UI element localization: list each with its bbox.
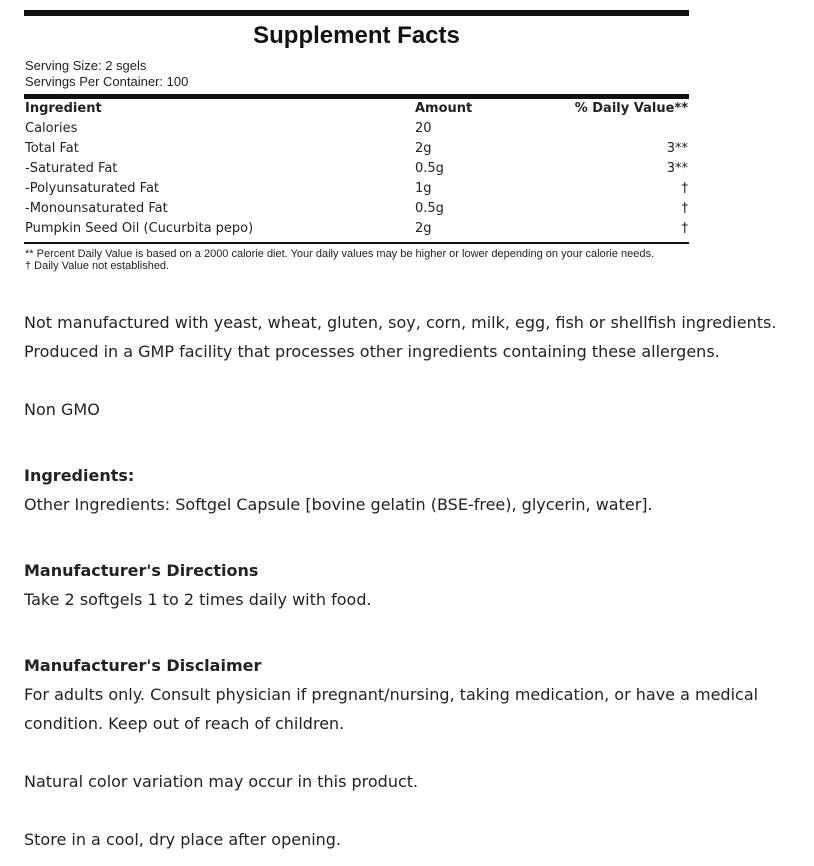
header-daily-value: % Daily Value** [574, 101, 688, 116]
row-amount: 20 [415, 121, 432, 136]
product-description [24, 308, 804, 854]
table-row [24, 159, 689, 179]
row-ingredient: -Monounsaturated Fat [25, 201, 168, 216]
row-daily-value: † [681, 181, 688, 196]
row-ingredient: -Saturated Fat [25, 161, 118, 176]
serving-size: Serving Size: 2 sgels [25, 58, 147, 73]
row-daily-value: † [681, 201, 688, 216]
footnotes [24, 248, 689, 272]
row-ingredient: Pumpkin Seed Oil (Cucurbita pepo) [25, 221, 254, 236]
row-amount: 2g [415, 221, 432, 236]
row-daily-value: 3** [666, 141, 688, 156]
disclaimer-heading: Manufacturer's Disclaimer [24, 656, 262, 675]
table-row [24, 119, 689, 139]
table-row [24, 219, 689, 239]
allergen-note: Not manufactured with yeast, wheat, gluten, soy, corn, milk, egg, fish or shellfish ingredients. Produced in a GMP facility that processes other ingredients containing these allergens. [24, 313, 777, 361]
footnote-not-established: † Daily Value not established. [25, 260, 170, 272]
row-amount: 0.5g [415, 201, 444, 216]
directions-heading: Manufacturer's Directions [24, 561, 259, 580]
thin-divider [24, 242, 689, 244]
row-ingredient: Total Fat [25, 141, 79, 156]
header-amount: Amount [415, 101, 473, 116]
row-ingredient: -Polyunsaturated Fat [25, 181, 160, 196]
facts-table [24, 99, 689, 239]
table-row [24, 139, 689, 159]
row-amount: 0.5g [415, 161, 444, 176]
table-header-row [24, 99, 689, 119]
row-amount: 2g [415, 141, 432, 156]
footnote-daily-value: ** Percent Daily Value is based on a 2000 calorie diet. Your daily values may be higher or lower depending on your calorie needs. [25, 248, 655, 260]
supplement-facts-panel [24, 10, 689, 272]
table-row [24, 179, 689, 199]
servings-per-container: Servings Per Container: 100 [25, 74, 189, 89]
ingredients-text: Other Ingredients: Softgel Capsule [bovine gelatin (BSE-free), glycerin, water]. [24, 495, 653, 514]
storage-note: Store in a cool, dry place after opening. [24, 830, 342, 849]
directions-text: Take 2 softgels 1 to 2 times daily with food. [24, 590, 372, 609]
facts-title: Supplement Facts [253, 22, 460, 49]
row-amount: 1g [415, 181, 432, 196]
table-row [24, 199, 689, 219]
row-daily-value: † [681, 221, 688, 236]
disclaimer-text: For adults only. Consult physician if pregnant/nursing, taking medication, or have a medical condition. Keep out of reach of children. [24, 685, 759, 733]
row-daily-value: 3** [666, 161, 688, 176]
ingredients-heading: Ingredients: [24, 466, 135, 485]
header-ingredient: Ingredient [25, 101, 102, 116]
non-gmo-note: Non GMO [24, 400, 100, 419]
color-variation-note: Natural color variation may occur in this product. [24, 772, 419, 791]
serving-info [24, 58, 689, 90]
row-ingredient: Calories [25, 121, 78, 136]
row-daily-value [545, 119, 689, 139]
